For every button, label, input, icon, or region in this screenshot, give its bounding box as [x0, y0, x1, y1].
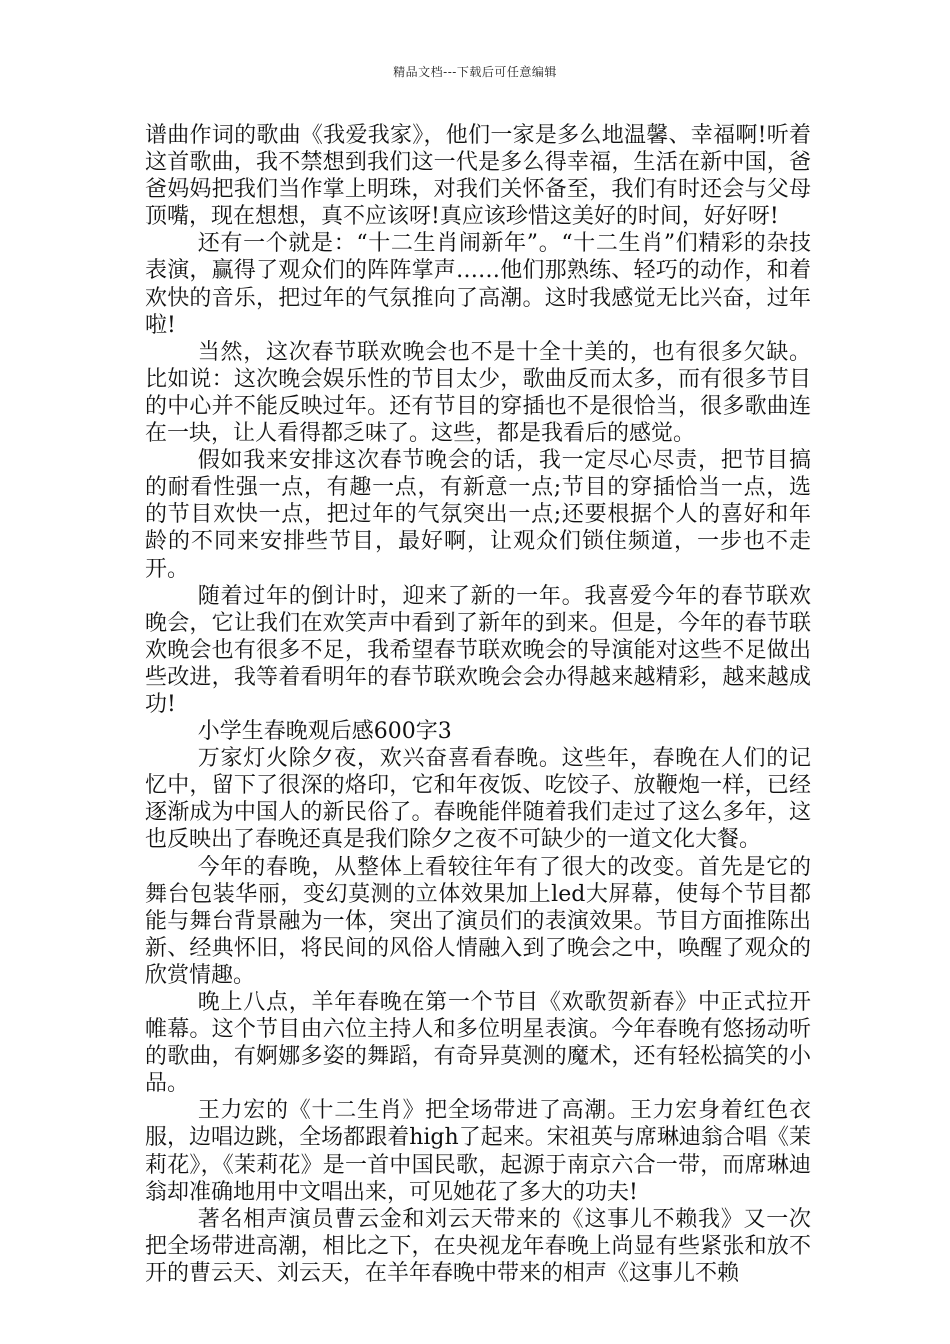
paragraph: 今年的春晚，从整体上看较往年有了很大的改变。首先是它的舞台包装华丽，变幻莫测的立体效果加上led大屏幕，使每个节目都能与舞台背景融为一体，突出了演员们的表演效果。节目方面推陈出新、经典怀旧，将民间的风俗人情融入到了晚会之中，唤醒了观众的欣赏情趣。 — [145, 854, 811, 988]
paragraph: 还有一个就是：“十二生肖闹新年”。“十二生肖”们精彩的杂技表演，赢得了观众们的阵阵掌声……他们那熟练、轻巧的动作，和着欢快的音乐，把过年的气氛推向了高潮。这时我感觉无比兴奋，过年啦! — [145, 231, 811, 338]
paragraph: 晚上八点，羊年春晚在第一个节目《欢歌贺新春》中正式拉开帷幕。这个节目由六位主持人和多位明星表演。今年春晚有悠扬动听的歌曲，有婀娜多姿的舞蹈，有奇异莫测的魔术，还有轻松搞笑的小品。 — [145, 990, 811, 1097]
page-header: 精品文档---下载后可任意编辑 — [393, 65, 557, 79]
paragraph: 随着过年的倒计时，迎来了新的一年。我喜爱今年的春节联欢晚会，它让我们在欢笑声中看到了新年的到来。但是，今年的春节联欢晚会也有很多不足，我希望春节联欢晚会的导演能对这些不足做出些改进，我等着看明年的春节联欢晚会会办得越来越精彩，越来越成功! — [145, 583, 811, 717]
paragraph: 假如我来安排这次春节晚会的话，我一定尽心尽责，把节目搞的耐看性强一点，有趣一点，有新意一点;节目的穿插恰当一点，选的节目欢快一点，把过年的气氛突出一点;还要根据个人的喜好和年龄的不同来安排些节目，最好啊，让观众们锁住频道，一步也不走开。 — [145, 448, 811, 582]
paragraph-continuation: 谱曲作词的歌曲《我爱我家》，他们一家是多么地温馨、幸福啊!听着这首歌曲，我不禁想到我们这一代是多么得幸福，生活在新中国，爸爸妈妈把我们当作掌上明珠，对我们关怀备至，我们有时还会与父母顶嘴，现在想想，真不应该呀!真应该珍惜这美好的时间，好好呀! — [145, 123, 811, 230]
paragraph: 当然，这次春节联欢晚会也不是十全十美的，也有很多欠缺。比如说：这次晚会娱乐性的节目太少，歌曲反而太多，而有很多节目的中心并不能反映过年。还有节目的穿插也不是很恰当，很多歌曲连在一块，让人看得都乏味了。这些，都是我看后的感觉。 — [145, 339, 811, 447]
paragraph: 著名相声演员曹云金和刘云天带来的《这事儿不赖我》又一次把全场带进高潮，相比之下，在央视龙年春晚上尚显有些紧张和放不开的曹云天、刘云天，在羊年春晚中带来的相声《这事儿不赖 — [145, 1206, 811, 1286]
document-body — [145, 122, 811, 1287]
section-title: 小学生春晚观后感600字3 — [197, 719, 452, 745]
paragraph: 王力宏的《十二生肖》把全场带进了高潮。王力宏身着红色衣服，边唱边跳，全场都跟着high了起来。宋祖英与席琳迪翁合唱《茉莉花》，《茉莉花》是一首中国民歌，起源于南京六合一带，而席琳迪翁却准确地用中文唱出来，可见她花了多大的功夫! — [145, 1098, 811, 1205]
paragraph: 万家灯火除夕夜，欢兴奋喜看春晚。这些年，春晚在人们的记忆中，留下了很深的烙印，它和年夜饭、吃饺子、放鞭炮一样，已经逐渐成为中国人的新民俗了。春晚能伴随着我们走过了这么多年，这也反映出了春晚还真是我们除夕之夜不可缺少的一道文化大餐。 — [145, 746, 811, 853]
